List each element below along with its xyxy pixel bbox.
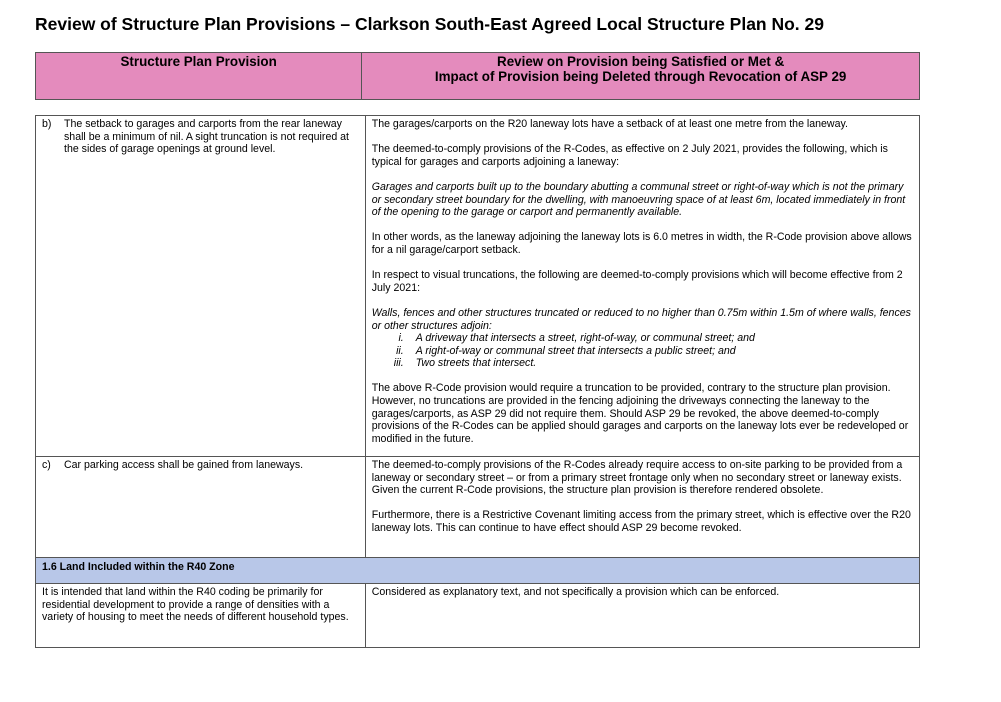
provision-cell-c — [36, 457, 366, 558]
table-row — [36, 584, 920, 648]
list-item: ii. A right-of-way or communal street that intersects a public street; and — [396, 344, 736, 357]
header-review — [362, 53, 920, 100]
provision-label-c: c) — [42, 459, 51, 471]
header-provision — [36, 53, 362, 100]
provision-cell-r40: It is intended that land within the R40 coding be primarily for residential development to provide a range of densities with a variety of housing to meet the needs of different household types. — [36, 584, 366, 648]
header-table — [35, 52, 920, 100]
list-item: i. A driveway that intersects a street, right-of-way, or communal street; and — [398, 332, 755, 345]
review-paragraph: The garages/carports on the R20 laneway lots have a setback of at least one metre from the laneway. — [371, 118, 848, 130]
provision-text-c: Car parking access shall be gained from laneways. — [64, 459, 304, 471]
review-cell-b — [365, 116, 919, 457]
table-row — [36, 457, 920, 558]
section-heading: 1.6 Land Included within the R40 Zone — [36, 558, 920, 584]
review-paragraph: The above R-Code provision would require a truncation to be provided, contrary to the structure plan provision. However, no truncations are provided in the fencing adjoining the driveways connecting the laneway to the garages/carports, as ASP 29 did not require them. Should ASP 29 be revoked, the above deemed-to-comply provisions of the R-Codes can be applied should garages and carports on the laneway lots ever be redeveloped or modified in the future. — [371, 382, 909, 445]
review-paragraph: The deemed-to-comply provisions of the R-Codes already require access to on-site parking to be provided from a laneway or secondary street – or from a primary street frontage only when no secondary street or laneway exists. Given the current R-Code provisions, the structure plan provision is therefore rendered obsolete. — [371, 459, 903, 497]
page-title: Review of Structure Plan Provisions – Clarkson South-East Agreed Local Structure Plan No. 29 — [35, 14, 824, 34]
review-cell-c — [365, 457, 919, 558]
review-paragraph: Furthermore, there is a Restrictive Covenant limiting access from the primary street, which is effective over the R20 laneway lots. This can continue to have effect should ASP 29 become revoked. — [371, 509, 911, 534]
provisions-table — [35, 115, 920, 648]
review-quote: Garages and carports built up to the boundary abutting a communal street or right-of-way which is not the primary or secondary street boundary for the dwelling, with manoeuvring space of at least 6m, located immediately in front of the opening to the garage or carport and permanently available. — [371, 180, 906, 219]
review-paragraph: The deemed-to-comply provisions of the R-Codes, as effective on 2 July 2021, provides the following, which is typical for garages and carports adjoining a laneway: — [371, 143, 888, 168]
list-item: iii. Two streets that intersect. — [393, 357, 537, 370]
review-quote: Walls, fences and other structures truncated or reduced to no higher than 0.75m within 1.5m of where walls, fences or other structures adjoin: — [371, 306, 911, 332]
provision-text-b: The setback to garages and carports from the rear laneway shall be a minimum of nil. A sight truncation is not required at the sides of garage openings at ground level. — [64, 118, 350, 156]
review-paragraph: In respect to visual truncations, the following are deemed-to-comply provisions which will become effective from 2 July 2021: — [371, 269, 903, 294]
section-row — [36, 558, 920, 584]
review-cell-r40: Considered as explanatory text, and not specifically a provision which can be enforced. — [365, 584, 919, 648]
provision-label-b: b) — [42, 118, 52, 130]
review-paragraph: In other words, as the laneway adjoining the laneway lots is 6.0 metres in width, the R-Code provision above allows for a nil garage/carport setback. — [371, 231, 912, 256]
truncation-list — [372, 332, 913, 370]
provision-cell-b — [36, 116, 366, 457]
table-row — [36, 116, 920, 457]
header-provision-label: Structure Plan Provision — [120, 54, 277, 69]
header-review-line1: Review on Provision being Satisfied or Met & — [497, 54, 785, 69]
header-review-line2: Impact of Provision being Deleted through Revocation of ASP 29 — [434, 69, 847, 84]
